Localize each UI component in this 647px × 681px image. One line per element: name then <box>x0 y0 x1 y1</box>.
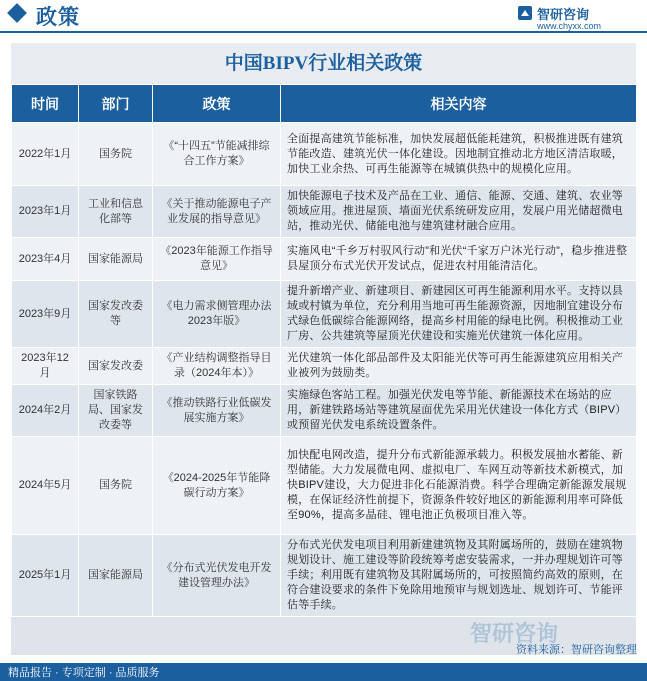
cell-content: 实施风电“千乡万村驭风行动”和光伏“千家万户沐光行动”，稳步推进整县屋顶分布式光伏开发试点，促进农村用能清洁化。 <box>281 238 637 281</box>
cell-policy: 《推动铁路行业低碳发展实施方案》 <box>153 385 281 437</box>
page-header <box>0 0 647 34</box>
table-row <box>12 385 637 437</box>
column-header-content: 相关内容 <box>281 85 637 123</box>
cell-policy: 《“十四五”节能减排综合工作方案》 <box>153 123 281 186</box>
cell-dept: 国务院 <box>79 437 153 535</box>
cell-dept: 国家能源局 <box>79 535 153 617</box>
cell-policy: 《产业结构调整指导目录（2024年本）》 <box>153 348 281 385</box>
table-row <box>12 238 637 281</box>
header-divider <box>0 31 647 33</box>
brand-logo <box>517 3 637 31</box>
footer-slogan: 精品报告 · 专项定制 · 品质服务 <box>8 667 160 679</box>
page-footer <box>0 644 647 681</box>
brand-url: www.chyxx.com <box>537 21 602 31</box>
zhiyan-logo-icon <box>517 5 533 21</box>
cell-content: 分布式光伏发电项目利用新建建筑物及其附属场所的，鼓励在建筑物规划设计、施工建设等阶段统筹考虑安装需求，一并办理规划许可等手续；利用既有建筑物及其附属场所的，可按照简约高效的原则，在符合建设要求的条件下免除用地预审与规划选址、规划许可、节能评估等手续。 <box>281 535 637 617</box>
cell-content: 提升新增产业、新建项目、新建园区可再生能源利用水平。支持以县域或村镇为单位，充分利用当地可再生能源资源，因地制宜建设分布式绿色低碳综合能源网络，提高乡村用能的绿电比例。积极推动工业厂房、公共建筑等屋顶光伏建设和实施光伏建筑一体化应用。 <box>281 281 637 348</box>
cell-content: 实施绿色客站工程。加强光伏发电等节能、新能源技术在场站的应用，新建铁路场站等建筑屋面优先采用光伏建设一体化方式（BIPV）或预留光伏发电系统设置条件。 <box>281 385 637 437</box>
cell-dept: 国家发改委 <box>79 348 153 385</box>
watermark: 智研咨询 <box>470 621 559 646</box>
table-row <box>12 186 637 238</box>
cell-time: 2023年9月 <box>12 281 79 348</box>
diamond-icon <box>7 3 27 23</box>
cell-dept: 国务院 <box>79 123 153 186</box>
cell-time: 2024年2月 <box>12 385 79 437</box>
cell-policy: 《分布式光伏发电开发建设管理办法》 <box>153 535 281 617</box>
table-row <box>12 281 637 348</box>
cell-dept: 工业和信息化部等 <box>79 186 153 238</box>
cell-time: 2025年1月 <box>12 535 79 617</box>
cell-time: 2023年4月 <box>12 238 79 281</box>
cell-time: 2024年5月 <box>12 437 79 535</box>
cell-dept: 国家发改委等 <box>79 281 153 348</box>
cell-policy: 《2024-2025年节能降碳行动方案》 <box>153 437 281 535</box>
table-row <box>12 437 637 535</box>
cell-policy: 《电力需求侧管理办法2023年版》 <box>153 281 281 348</box>
cell-policy: 《关于推动能源电子产业发展的指导意见》 <box>153 186 281 238</box>
table-row <box>12 535 637 617</box>
table-title: 中国BIPV行业相关政策 <box>11 43 636 84</box>
column-header-time: 时间 <box>12 85 79 123</box>
column-header-dept: 部门 <box>79 85 153 123</box>
table-header-row <box>12 85 637 123</box>
cell-time: 2022年1月 <box>12 123 79 186</box>
cell-content: 全面提高建筑节能标准，加快发展超低能耗建筑，积极推进既有建筑节能改造、建筑光伏一体化建设。因地制宜推动北方地区清洁取暖，加快工业余热、可再生能源等在城镇供热中的规模化应用。 <box>281 123 637 186</box>
page-title: 政策 <box>36 6 80 29</box>
policy-table <box>11 84 636 617</box>
cell-policy: 《2023年能源工作指导意见》 <box>153 238 281 281</box>
cell-dept: 国家铁路局、国家发改委等 <box>79 385 153 437</box>
table-row <box>12 348 637 385</box>
brand-name: 智研咨询 <box>537 7 590 22</box>
cell-dept: 国家能源局 <box>79 238 153 281</box>
cell-time: 2023年12月 <box>12 348 79 385</box>
policy-table-panel <box>11 43 636 655</box>
cell-content: 加快能源电子技术及产品在工业、通信、能源、交通、建筑、农业等领域应用。推进屋顶、墙面光伏系统研发应用，发展户用光储超微电站，推动光伏、储能电池与建筑建材融合应用。 <box>281 186 637 238</box>
data-source: 资料来源：智研咨询整理 <box>516 644 637 656</box>
table-row <box>12 123 637 186</box>
column-header-policy: 政策 <box>153 85 281 123</box>
cell-content: 光伏建筑一体化部品部件及太阳能光伏等可再生能源建筑应用相关产业被列为鼓励类。 <box>281 348 637 385</box>
cell-time: 2023年1月 <box>12 186 79 238</box>
cell-content: 加快配电网改造，提升分布式新能源承载力。积极发展抽水蓄能、新型储能。大力发展微电网、虚拟电厂、车网互动等新技术新模式，加快BIPV建设，大力促进非化石能源消费。科学合理确定新能源发展规模，在保证经济性前提下，资源条件较好地区的新能源利用率可降低至90%，提高多晶硅、锂电池正负极项目准入等。 <box>281 437 637 535</box>
